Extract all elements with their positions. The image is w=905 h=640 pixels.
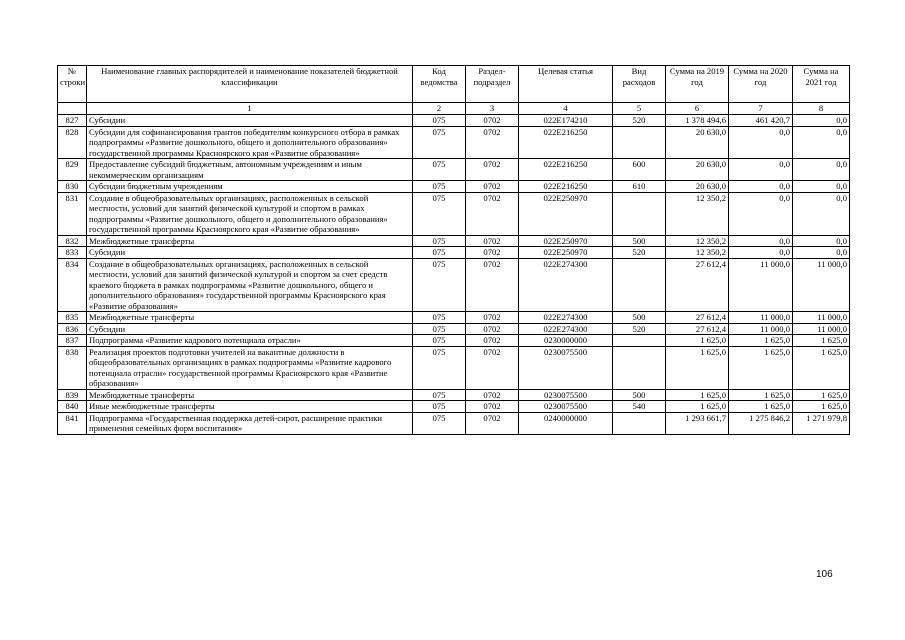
cell-expense-type [613,126,666,159]
cell-target-article: 022E216250 [519,126,613,159]
column-number: 3 [466,103,519,115]
cell-target-article: 022E274300 [519,323,613,335]
cell-row-number: 831 [58,192,87,235]
cell-sum-2020: 0,0 [729,235,793,247]
column-number: 7 [729,103,793,115]
cell-name: Субсидии [87,323,413,335]
cell-expense-type: 540 [613,401,666,413]
cell-sum-2020: 1 625,0 [729,346,793,389]
cell-section: 0702 [466,159,519,181]
column-number: 5 [613,103,666,115]
header-expense-type: Вид расходов [613,66,666,103]
cell-dept-code: 075 [413,389,466,401]
cell-name: Предоставление субсидий бюджетным, автономным учреждениям и иным некоммерческим организациям [87,159,413,181]
cell-sum-2020: 0,0 [729,159,793,181]
table-row [58,247,850,259]
table-row [58,401,850,413]
table-row [58,126,850,159]
cell-sum-2021: 1 625,0 [793,346,850,389]
cell-name: Создание в общеобразовательных организациях, расположенных в сельской местности, условий для занятий физической культурой и спортом в рамках подпрограммы «Развитие дошкольного, общего и дополнительного образования» государственной программы Красноярского края «Развитие образования» [87,192,413,235]
cell-section: 0702 [466,126,519,159]
cell-section: 0702 [466,401,519,413]
table-row [58,323,850,335]
cell-sum-2021: 0,0 [793,181,850,193]
column-number-row [58,103,850,115]
cell-sum-2021: 1 625,0 [793,401,850,413]
cell-expense-type: 500 [613,389,666,401]
cell-sum-2019: 20 630,0 [666,181,729,193]
cell-row-number: 832 [58,235,87,247]
cell-target-article: 022E216250 [519,159,613,181]
cell-sum-2020: 1 625,0 [729,389,793,401]
table-row [58,412,850,434]
table-row [58,115,850,127]
cell-expense-type [613,192,666,235]
cell-target-article: 0230000000 [519,335,613,347]
cell-dept-code: 075 [413,115,466,127]
cell-section: 0702 [466,389,519,401]
table-row [58,335,850,347]
cell-row-number: 829 [58,159,87,181]
cell-sum-2019: 27 612,4 [666,258,729,312]
cell-row-number: 827 [58,115,87,127]
cell-dept-code: 075 [413,126,466,159]
cell-target-article: 0240000000 [519,412,613,434]
cell-sum-2019: 1 625,0 [666,389,729,401]
cell-sum-2019: 1 378 494,6 [666,115,729,127]
cell-section: 0702 [466,312,519,324]
cell-section: 0702 [466,181,519,193]
cell-dept-code: 075 [413,258,466,312]
cell-name: Субсидии [87,247,413,259]
cell-row-number: 830 [58,181,87,193]
cell-sum-2020: 11 000,0 [729,312,793,324]
cell-target-article: 022E250970 [519,247,613,259]
cell-sum-2019: 1 625,0 [666,401,729,413]
table-row [58,235,850,247]
cell-expense-type [613,335,666,347]
cell-name: Субсидии бюджетным учреждениям [87,181,413,193]
header-sum-2020: Сумма на 2020 год [729,66,793,103]
cell-expense-type: 500 [613,235,666,247]
cell-sum-2020: 1 625,0 [729,401,793,413]
cell-section: 0702 [466,235,519,247]
cell-dept-code: 075 [413,346,466,389]
cell-row-number: 828 [58,126,87,159]
table-row [58,312,850,324]
column-number: 6 [666,103,729,115]
cell-sum-2019: 27 612,4 [666,312,729,324]
cell-sum-2021: 0,0 [793,247,850,259]
column-number [58,103,87,115]
cell-sum-2019: 12 350,2 [666,235,729,247]
cell-name: Межбюджетные трансферты [87,235,413,247]
cell-row-number: 834 [58,258,87,312]
cell-sum-2020: 1 275 846,2 [729,412,793,434]
cell-section: 0702 [466,346,519,389]
budget-table [57,65,850,435]
cell-dept-code: 075 [413,312,466,324]
cell-sum-2021: 1 625,0 [793,389,850,401]
cell-expense-type: 610 [613,181,666,193]
cell-sum-2020: 0,0 [729,181,793,193]
cell-section: 0702 [466,115,519,127]
cell-dept-code: 075 [413,235,466,247]
cell-dept-code: 075 [413,335,466,347]
header-name: Наименование главных распорядителей и наименование показателей бюджетной классификации [87,66,413,103]
cell-target-article: 022E274300 [519,258,613,312]
cell-section: 0702 [466,323,519,335]
cell-row-number: 839 [58,389,87,401]
cell-section: 0702 [466,412,519,434]
cell-target-article: 022E174210 [519,115,613,127]
cell-sum-2021: 0,0 [793,235,850,247]
table-row [58,159,850,181]
cell-section: 0702 [466,335,519,347]
cell-dept-code: 075 [413,412,466,434]
cell-sum-2019: 1 293 661,7 [666,412,729,434]
cell-name: Подпрограмма «Развитие кадрового потенциала отрасли» [87,335,413,347]
cell-sum-2021: 11 000,0 [793,312,850,324]
cell-row-number: 837 [58,335,87,347]
cell-sum-2019: 20 630,0 [666,159,729,181]
header-sum-2019: Сумма на 2019 год [666,66,729,103]
cell-sum-2020: 11 000,0 [729,258,793,312]
cell-expense-type [613,412,666,434]
cell-name: Создание в общеобразовательных организациях, расположенных в сельской местности, условий для занятий физической культурой и спортом за счет средств краевого бюджета в рамках подпрограммы «Развитие дошкольного, общего и дополнительного образования» государственной программы Красноярского края «Развитие образования» [87,258,413,312]
cell-sum-2021: 11 000,0 [793,258,850,312]
cell-section: 0702 [466,192,519,235]
header-sum-2021: Сумма на 2021 год [793,66,850,103]
cell-row-number: 841 [58,412,87,434]
column-number: 2 [413,103,466,115]
cell-target-article: 022E274300 [519,312,613,324]
cell-section: 0702 [466,258,519,312]
cell-sum-2019: 20 630,0 [666,126,729,159]
cell-sum-2021: 1 271 979,8 [793,412,850,434]
cell-sum-2019: 1 625,0 [666,335,729,347]
cell-row-number: 838 [58,346,87,389]
cell-expense-type: 520 [613,115,666,127]
cell-sum-2019: 12 350,2 [666,192,729,235]
table-row [58,389,850,401]
cell-expense-type: 520 [613,323,666,335]
cell-target-article: 0230075500 [519,346,613,389]
cell-name: Подпрограмма «Государственная поддержка детей-сирот, расширение практики применения семейных форм воспитания» [87,412,413,434]
header-target-article: Целевая статья [519,66,613,103]
cell-row-number: 840 [58,401,87,413]
cell-row-number: 835 [58,312,87,324]
cell-target-article: 022E250970 [519,235,613,247]
header-dept-code: Код ведомства [413,66,466,103]
cell-sum-2019: 1 625,0 [666,346,729,389]
cell-sum-2020: 0,0 [729,192,793,235]
table-row [58,346,850,389]
cell-sum-2021: 0,0 [793,126,850,159]
cell-sum-2021: 0,0 [793,159,850,181]
cell-target-article: 022E216250 [519,181,613,193]
cell-section: 0702 [466,247,519,259]
cell-name: Реализация проектов подготовки учителей на вакантные должности в общеобразовательных организациях в рамках подпрограммы «Развитие кадрового потенциала отрасли» государственной программы Красноярского края «Развитие образования» [87,346,413,389]
table-body [58,115,850,435]
header-row-number: № строки [58,66,87,103]
column-number: 1 [87,103,413,115]
table-row [58,181,850,193]
cell-sum-2020: 461 420,7 [729,115,793,127]
cell-expense-type: 500 [613,312,666,324]
cell-sum-2021: 11 000,0 [793,323,850,335]
header-section: Раздел- подраздел [466,66,519,103]
cell-dept-code: 075 [413,159,466,181]
cell-dept-code: 075 [413,181,466,193]
cell-target-article: 022E250970 [519,192,613,235]
cell-sum-2019: 27 612,4 [666,323,729,335]
cell-dept-code: 075 [413,401,466,413]
cell-expense-type: 600 [613,159,666,181]
cell-dept-code: 075 [413,247,466,259]
cell-name: Субсидии [87,115,413,127]
header-row [58,66,850,103]
table-row [58,258,850,312]
cell-name: Иные межбюджетные трансферты [87,401,413,413]
cell-sum-2020: 0,0 [729,247,793,259]
cell-sum-2021: 1 625,0 [793,335,850,347]
cell-expense-type [613,346,666,389]
cell-name: Субсидии для софинансирования грантов победителям конкурсного отбора в рамках подпрограммы «Развитие дошкольного, общего и дополнительного образования» государственной программы Красноярского края «Развитие образования» [87,126,413,159]
cell-sum-2021: 0,0 [793,115,850,127]
cell-name: Межбюджетные трансферты [87,312,413,324]
page-number: 106 [816,569,833,580]
cell-row-number: 836 [58,323,87,335]
cell-name: Межбюджетные трансферты [87,389,413,401]
cell-sum-2020: 0,0 [729,126,793,159]
column-number: 4 [519,103,613,115]
cell-sum-2020: 1 625,0 [729,335,793,347]
cell-dept-code: 075 [413,192,466,235]
column-number: 8 [793,103,850,115]
cell-dept-code: 075 [413,323,466,335]
cell-target-article: 0230075500 [519,389,613,401]
table-row [58,192,850,235]
cell-expense-type: 520 [613,247,666,259]
cell-sum-2021: 0,0 [793,192,850,235]
cell-target-article: 0230075500 [519,401,613,413]
cell-expense-type [613,258,666,312]
cell-sum-2020: 11 000,0 [729,323,793,335]
cell-sum-2019: 12 350,2 [666,247,729,259]
cell-row-number: 833 [58,247,87,259]
